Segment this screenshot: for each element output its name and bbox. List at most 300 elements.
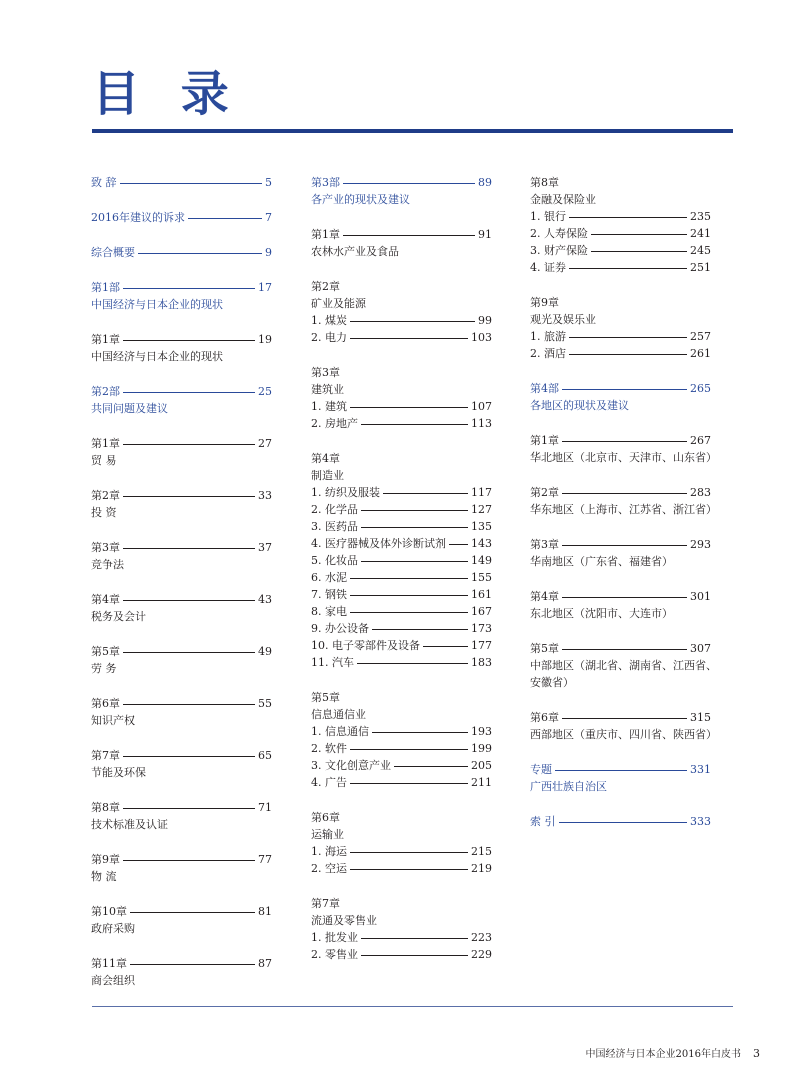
toc-subtitle: 第8章 [530, 176, 559, 189]
toc-entry [91, 209, 272, 226]
leader-dashes [130, 955, 255, 965]
toc-label: 4. 医疗器械及体外诊断试剂 [311, 537, 446, 550]
toc-line[interactable] [311, 637, 492, 654]
leader-dashes [123, 851, 255, 861]
toc-line[interactable] [311, 174, 492, 191]
toc-subtitle: 各地区的现状及建议 [530, 399, 629, 412]
toc-line[interactable] [311, 929, 492, 946]
toc-page-number: 155 [471, 571, 492, 584]
toc-subtitle: 第7章 [311, 897, 340, 910]
toc-page-number: 149 [471, 554, 492, 567]
toc-entry [311, 278, 492, 346]
title-underline [92, 129, 733, 133]
toc-page-number: 17 [258, 281, 272, 294]
toc-page-number: 177 [471, 639, 492, 652]
toc-label: 1. 纺织及服装 [311, 486, 380, 499]
toc-line[interactable] [311, 860, 492, 877]
toc-entry [530, 813, 711, 830]
toc-page-number: 89 [478, 176, 492, 189]
page-title: 目 录 [92, 66, 241, 122]
leader-dashes [130, 903, 255, 913]
toc-label: 第10章 [91, 905, 127, 918]
leader-dashes [343, 174, 475, 184]
leader-dashes [350, 774, 468, 784]
toc-entry [530, 174, 711, 276]
toc-line[interactable] [91, 695, 272, 712]
toc-page-number: 55 [258, 697, 272, 710]
toc-subtitle: 知识产权 [91, 714, 135, 727]
toc-line[interactable] [91, 903, 272, 920]
toc-line[interactable] [91, 851, 272, 868]
leader-dashes [350, 860, 468, 870]
leader-dashes [350, 398, 468, 408]
toc-entry [91, 851, 272, 885]
toc-label: 9. 办公设备 [311, 622, 369, 635]
leader-dashes [350, 740, 468, 750]
toc-label: 1. 海运 [311, 845, 347, 858]
toc-label: 1. 旅游 [530, 330, 566, 343]
toc-line[interactable] [530, 208, 711, 225]
toc-subtitle: 中国经济与日本企业的现状 [91, 350, 223, 363]
toc-label: 专题 [530, 763, 552, 776]
toc-subtitle: 制造业 [311, 469, 344, 482]
leader-dashes [361, 518, 468, 528]
toc-label: 11. 汽车 [311, 656, 354, 669]
leader-dashes [394, 757, 468, 767]
toc-page-number: 107 [471, 400, 492, 413]
toc-line[interactable] [311, 501, 492, 518]
leader-dashes [123, 331, 255, 341]
leader-dashes [138, 244, 262, 254]
toc-line[interactable] [530, 761, 711, 778]
leader-dashes [562, 709, 687, 719]
toc-line[interactable] [311, 654, 492, 671]
toc-page-number: 33 [258, 489, 272, 502]
toc-line[interactable] [91, 174, 272, 191]
toc-page-number: 27 [258, 437, 272, 450]
toc-page-number: 223 [471, 931, 492, 944]
leader-dashes [123, 591, 255, 601]
leader-dashes [591, 242, 687, 252]
toc-line[interactable] [530, 259, 711, 276]
toc-page-number: 301 [690, 590, 711, 603]
toc-entry [91, 174, 272, 191]
toc-page-number: 205 [471, 759, 492, 772]
toc-subtitle: 华北地区（北京市、天津市、山东省） [530, 451, 717, 464]
toc-entry [91, 799, 272, 833]
toc-page-number: 127 [471, 503, 492, 516]
toc-page-number: 77 [258, 853, 272, 866]
leader-dashes [361, 946, 468, 956]
leader-dashes [123, 487, 255, 497]
toc-entry [91, 903, 272, 937]
toc-label: 第9章 [91, 853, 120, 866]
toc-subtitle: 广西壮族自治区 [530, 780, 607, 793]
toc-page-number: 251 [690, 261, 711, 274]
leader-dashes [357, 654, 468, 664]
toc-label: 第8章 [91, 801, 120, 814]
toc-line[interactable] [530, 640, 711, 657]
leader-dashes [350, 603, 468, 613]
toc-label: 索 引 [530, 815, 556, 828]
toc-label: 第3章 [91, 541, 120, 554]
toc-label: 4. 广告 [311, 776, 347, 789]
toc-subtitle: 观光及娱乐业 [530, 313, 596, 326]
toc-label: 第3部 [311, 176, 340, 189]
toc-label: 1. 煤炭 [311, 314, 347, 327]
toc-label: 3. 财产保险 [530, 244, 588, 257]
toc-page-number: 331 [690, 763, 711, 776]
toc-label: 2. 零售业 [311, 948, 358, 961]
leader-dashes [123, 747, 255, 757]
toc-label: 8. 家电 [311, 605, 347, 618]
toc-page-number: 71 [258, 801, 272, 814]
toc-page-number: 19 [258, 333, 272, 346]
toc-entry [311, 364, 492, 432]
toc-subtitle: 第3章 [311, 366, 340, 379]
leader-dashes [569, 208, 687, 218]
leader-dashes [591, 225, 687, 235]
leader-dashes [343, 226, 475, 236]
toc-label: 5. 化妆品 [311, 554, 358, 567]
toc-subtitle: 贸 易 [91, 454, 117, 467]
leader-dashes [562, 432, 687, 442]
toc-entry [91, 487, 272, 521]
toc-label: 2. 空运 [311, 862, 347, 875]
leader-dashes [350, 569, 468, 579]
toc-entry [91, 643, 272, 677]
toc-line[interactable] [530, 328, 711, 345]
toc-label: 6. 水泥 [311, 571, 347, 584]
toc-label: 2016年建议的诉求 [91, 211, 185, 224]
toc-page-number: 167 [471, 605, 492, 618]
toc-page-number: 117 [471, 486, 492, 499]
toc-line[interactable] [311, 620, 492, 637]
toc-page-number: 219 [471, 862, 492, 875]
toc-line[interactable] [91, 279, 272, 296]
leader-dashes [372, 620, 468, 630]
leader-dashes [555, 761, 687, 771]
leader-dashes [361, 415, 468, 425]
toc-subtitle: 农林水产业及食品 [311, 245, 399, 258]
toc-subtitle: 税务及会计 [91, 610, 146, 623]
toc-page-number: 283 [690, 486, 711, 499]
leader-dashes [569, 328, 687, 338]
toc-line[interactable] [530, 709, 711, 726]
toc-line[interactable] [91, 591, 272, 608]
page-number: 3 [753, 1047, 760, 1060]
leader-dashes [123, 695, 255, 705]
leader-dashes [562, 536, 687, 546]
toc-page-number: 65 [258, 749, 272, 762]
toc-subtitle: 劳 务 [91, 662, 117, 675]
toc-label: 1. 银行 [530, 210, 566, 223]
toc-line[interactable] [91, 244, 272, 261]
toc-page-number: 293 [690, 538, 711, 551]
toc-entry [530, 709, 717, 743]
toc-page-number: 315 [690, 711, 711, 724]
toc-subtitle: 华东地区（上海市、江苏省、浙江省） [530, 503, 717, 516]
toc-line[interactable] [91, 643, 272, 660]
toc-line[interactable] [311, 226, 492, 243]
leader-dashes [350, 843, 468, 853]
toc-entry [530, 380, 711, 414]
toc-line[interactable] [311, 723, 492, 740]
toc-line[interactable] [311, 757, 492, 774]
toc-entry [91, 955, 272, 989]
toc-label: 第1章 [530, 434, 559, 447]
toc-page-number: 193 [471, 725, 492, 738]
footer-title: 中国经济与日本企业2016年白皮书 [585, 1049, 741, 1060]
toc-subtitle: 运输业 [311, 828, 344, 841]
toc-line[interactable] [91, 955, 272, 972]
leader-dashes [559, 813, 688, 823]
toc-line[interactable] [311, 603, 492, 620]
toc-label: 第3章 [530, 538, 559, 551]
toc-line[interactable] [311, 329, 492, 346]
toc-page-number: 113 [471, 417, 492, 430]
toc-entry [530, 588, 711, 622]
toc-label: 1. 建筑 [311, 400, 347, 413]
toc-entry [311, 226, 492, 260]
toc-line[interactable] [91, 799, 272, 816]
toc-entry [530, 761, 711, 795]
toc-page-number: 135 [471, 520, 492, 533]
toc-page-number: 9 [265, 246, 272, 259]
toc-page-number: 261 [690, 347, 711, 360]
leader-dashes [120, 174, 263, 184]
toc-label: 第4章 [530, 590, 559, 603]
toc-page-number: 211 [471, 776, 492, 789]
toc-line[interactable] [311, 518, 492, 535]
toc-page-number: 81 [258, 905, 272, 918]
toc-entry [91, 331, 272, 365]
toc-line[interactable] [530, 345, 711, 362]
toc-label: 第1章 [91, 437, 120, 450]
toc-entry [530, 536, 711, 570]
toc-line[interactable] [530, 813, 711, 830]
toc-entry [311, 809, 492, 877]
leader-dashes [562, 588, 687, 598]
toc-subtitle: 中部地区（湖北省、湖南省、江西省、 [530, 659, 717, 672]
toc-label: 2. 人寿保险 [530, 227, 588, 240]
toc-label: 第2章 [91, 489, 120, 502]
toc-line[interactable] [530, 225, 711, 242]
toc-column-2 [311, 174, 492, 963]
toc-page-number: 229 [471, 948, 492, 961]
toc-entry [311, 450, 492, 671]
toc-line[interactable] [91, 383, 272, 400]
leader-dashes [123, 435, 255, 445]
toc-line[interactable] [530, 484, 711, 501]
toc-column-3 [530, 174, 717, 830]
leader-dashes [361, 501, 468, 511]
footer-rule [92, 1006, 733, 1007]
toc-entry [311, 174, 492, 208]
toc-subtitle: 各产业的现状及建议 [311, 193, 410, 206]
toc-subtitle: 金融及保险业 [530, 193, 596, 206]
toc-label: 2. 电力 [311, 331, 347, 344]
toc-label: 第5章 [91, 645, 120, 658]
leader-dashes [562, 640, 687, 650]
toc-page-number: 43 [258, 593, 272, 606]
toc-entry [311, 689, 492, 791]
toc-line[interactable] [311, 398, 492, 415]
toc-entry [311, 895, 492, 963]
toc-line[interactable] [91, 747, 272, 764]
toc-entry [91, 383, 272, 417]
toc-subtitle: 物 流 [91, 870, 117, 883]
toc-line[interactable] [311, 586, 492, 603]
toc-entry [91, 279, 272, 313]
toc-line[interactable] [311, 535, 492, 552]
leader-dashes [372, 723, 468, 733]
toc-column-1 [91, 174, 272, 989]
leader-dashes [361, 929, 468, 939]
toc-label: 第2章 [530, 486, 559, 499]
leader-dashes [123, 799, 255, 809]
toc-label: 第4章 [91, 593, 120, 606]
toc-page-number: 199 [471, 742, 492, 755]
toc-line[interactable] [91, 539, 272, 556]
leader-dashes [569, 345, 687, 355]
toc-line[interactable] [530, 536, 711, 553]
toc-label: 第6章 [91, 697, 120, 710]
leader-dashes [361, 552, 468, 562]
toc-subtitle: 中国经济与日本企业的现状 [91, 298, 223, 311]
toc-subtitle: 节能及环保 [91, 766, 146, 779]
toc-label: 第7章 [91, 749, 120, 762]
toc-label: 3. 医药品 [311, 520, 358, 533]
toc-line[interactable] [311, 843, 492, 860]
leader-dashes [123, 539, 255, 549]
toc-page-number: 183 [471, 656, 492, 669]
toc-line[interactable] [530, 588, 711, 605]
toc-label: 1. 批发业 [311, 931, 358, 944]
toc-subtitle: 流通及零售业 [311, 914, 377, 927]
toc-line[interactable] [311, 569, 492, 586]
toc-subtitle: 华南地区（广东省、福建省） [530, 555, 673, 568]
toc-line[interactable] [311, 774, 492, 791]
toc-label: 致 辞 [91, 176, 117, 189]
toc-label: 第5章 [530, 642, 559, 655]
toc-line[interactable] [530, 242, 711, 259]
leader-dashes [123, 279, 255, 289]
toc-entry [530, 484, 717, 518]
toc-page-number: 91 [478, 228, 492, 241]
toc-subtitle: 第4章 [311, 452, 340, 465]
page-footer [586, 1045, 760, 1060]
toc-page-number: 161 [471, 588, 492, 601]
toc-page-number: 245 [690, 244, 711, 257]
toc-label: 7. 钢铁 [311, 588, 347, 601]
toc-line[interactable] [311, 946, 492, 963]
toc-subtitle: 第5章 [311, 691, 340, 704]
toc-line[interactable] [91, 209, 272, 226]
toc-page-number: 333 [690, 815, 711, 828]
toc-subtitle: 竞争法 [91, 558, 124, 571]
toc-label: 2. 软件 [311, 742, 347, 755]
leader-dashes [123, 383, 255, 393]
toc-page-number: 257 [690, 330, 711, 343]
toc-entry [91, 695, 272, 729]
toc-subtitle: 西部地区（重庆市、四川省、陕西省） [530, 728, 717, 741]
toc-label: 2. 房地产 [311, 417, 358, 430]
toc-page-number: 87 [258, 957, 272, 970]
toc-label: 4. 证券 [530, 261, 566, 274]
toc-line[interactable] [311, 552, 492, 569]
toc-line[interactable] [311, 484, 492, 501]
toc-entry [91, 539, 272, 573]
leader-dashes [562, 380, 687, 390]
toc-line[interactable] [311, 312, 492, 329]
toc-label: 第2部 [91, 385, 120, 398]
toc-page-number: 173 [471, 622, 492, 635]
toc-label: 第1部 [91, 281, 120, 294]
toc-entry [91, 591, 272, 625]
leader-dashes [350, 586, 468, 596]
toc-label: 第1章 [91, 333, 120, 346]
toc-subtitle: 技术标准及认证 [91, 818, 168, 831]
toc-page-number: 241 [690, 227, 711, 240]
toc-subtitle: 东北地区（沈阳市、大连市） [530, 607, 673, 620]
leader-dashes [423, 637, 468, 647]
toc-entry [530, 432, 717, 466]
leader-dashes [123, 643, 255, 653]
toc-entry [91, 747, 272, 781]
toc-line[interactable] [91, 331, 272, 348]
toc-page-number: 235 [690, 210, 711, 223]
toc-page-number: 265 [690, 382, 711, 395]
toc-line[interactable] [91, 435, 272, 452]
leader-dashes [383, 484, 468, 494]
toc-label: 10. 电子零部件及设备 [311, 639, 420, 652]
toc-subtitle: 信息通信业 [311, 708, 366, 721]
toc-line[interactable] [311, 415, 492, 432]
toc-subtitle: 共同问题及建议 [91, 402, 168, 415]
toc-page-number: 103 [471, 331, 492, 344]
toc-subtitle: 第9章 [530, 296, 559, 309]
toc-page-number: 25 [258, 385, 272, 398]
toc-subtitle: 投 资 [91, 506, 117, 519]
leader-dashes [569, 259, 687, 269]
toc-line[interactable] [91, 487, 272, 504]
toc-page-number: 99 [478, 314, 492, 327]
toc-subtitle: 第6章 [311, 811, 340, 824]
toc-entry [530, 294, 711, 362]
toc-subtitle: 第2章 [311, 280, 340, 293]
toc-label: 综合概要 [91, 246, 135, 259]
leader-dashes [350, 329, 468, 339]
toc-label: 第11章 [91, 957, 127, 970]
toc-entry [91, 244, 272, 261]
toc-page-number: 49 [258, 645, 272, 658]
toc-line[interactable] [530, 380, 711, 397]
toc-label: 第6章 [530, 711, 559, 724]
leader-dashes [449, 535, 468, 545]
toc-page-number: 5 [265, 176, 272, 189]
toc-subtitle: 商会组织 [91, 974, 135, 987]
toc-label: 2. 酒店 [530, 347, 566, 360]
toc-page-number: 215 [471, 845, 492, 858]
toc-subtitle: 建筑业 [311, 383, 344, 396]
toc-line[interactable] [311, 740, 492, 757]
toc-label: 3. 文化创意产业 [311, 759, 391, 772]
toc-line[interactable] [530, 432, 711, 449]
toc-subtitle: 矿业及能源 [311, 297, 366, 310]
toc-page-number: 143 [471, 537, 492, 550]
leader-dashes [350, 312, 475, 322]
